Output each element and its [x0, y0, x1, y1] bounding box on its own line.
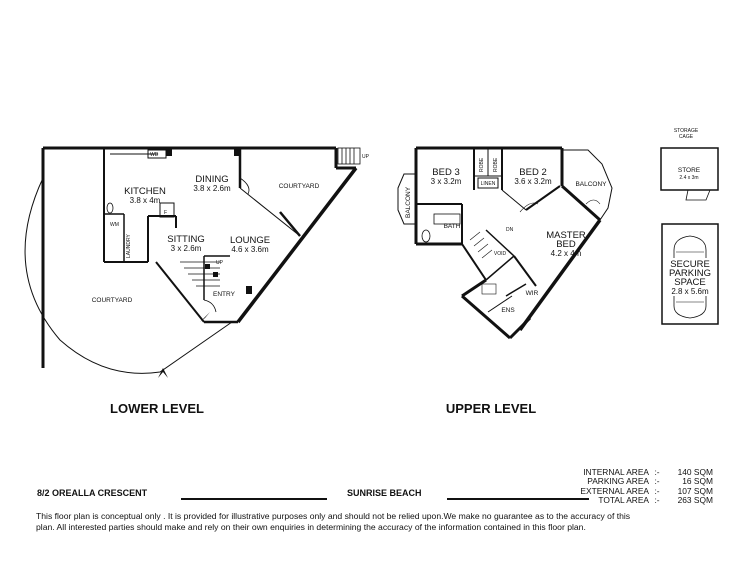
area-label: TOTAL AREA — [598, 495, 649, 506]
disclaimer-line-2: plan. All interested parties should make and rely on their own enquiries in determining the accuracy of the information contained in this floor plan. — [36, 522, 586, 532]
suburb-underline — [447, 498, 589, 500]
bed3-dims: 3 x 3.2m — [430, 177, 462, 186]
parking-label-1: SECURE — [670, 259, 710, 270]
stair-down-label: DN — [506, 227, 514, 233]
area-separator: :- — [654, 485, 660, 496]
wir-label: WIR — [525, 290, 539, 297]
disclaimer-line-1: This floor plan is conceptual only . It is provided for illustrative purposes only and should not be relied upon.We make no guarantee as to the accuracy of this — [36, 511, 631, 521]
robe1-label: ROBE — [479, 157, 485, 172]
area-separator: :- — [654, 495, 660, 506]
area-value: 140 SQM — [677, 467, 713, 477]
master-bed-dims: 4.2 x 4m — [550, 249, 582, 258]
dining-dims: 3.8 x 2.6m — [193, 184, 231, 193]
sitting-label: SITTING — [167, 234, 205, 245]
kitchen-dims: 3.8 x 4m — [129, 196, 161, 205]
fridge-label: F — [164, 210, 168, 216]
store-label: STORE — [677, 167, 701, 174]
storage-cage-plan — [661, 148, 718, 200]
lower-level-heading: LOWER LEVEL — [110, 401, 204, 416]
bath-label: BATH — [443, 223, 461, 230]
area-summary — [580, 468, 713, 506]
stair-up-label: UP — [216, 260, 223, 266]
address-underline — [181, 498, 327, 500]
master-bed-label: MASTER — [546, 230, 586, 241]
area-value: 107 SQM — [677, 485, 713, 496]
wm-label: WM — [110, 222, 119, 228]
master-bed-label-2: BED — [556, 239, 576, 250]
entry-label: ENTRY — [213, 291, 235, 298]
area-value: 16 SQM — [682, 476, 713, 487]
storage-caption-2: CAGE — [678, 134, 694, 140]
store-dims: 2.4 x 3m — [679, 175, 699, 181]
storage-caption-1: STORAGE — [673, 128, 699, 134]
area-label: PARKING AREA — [587, 476, 649, 487]
property-address: 8/2 OREALLA CRESCENT — [37, 488, 148, 498]
courtyard-right-label: COURTYARD — [278, 183, 320, 190]
courtyard-left-label: COURTYARD — [91, 297, 133, 304]
bed3-label: BED 3 — [432, 167, 460, 178]
parking-label-3: SPACE — [674, 277, 706, 288]
laundry-label: LAUNDRY — [126, 234, 132, 258]
wd-label: WD — [150, 152, 159, 158]
lounge-dims: 4.6 x 3.6m — [231, 245, 269, 254]
sitting-dims: 3 x 2.6m — [170, 244, 202, 253]
bed2-label: BED 2 — [519, 167, 547, 178]
parking-dims: 2.8 x 5.6m — [671, 287, 709, 296]
area-label: INTERNAL AREA — [583, 467, 649, 477]
property-suburb: SUNRISE BEACH — [347, 488, 422, 498]
exterior-stair-up-label: UP — [362, 154, 369, 160]
linen-label: LINEN — [480, 181, 496, 187]
void-label: VOID — [493, 251, 507, 257]
ens-label: ENS — [501, 307, 515, 314]
area-value: 263 SQM — [677, 495, 713, 506]
parking-label-2: PARKING — [668, 268, 712, 279]
bed2-dims: 3.6 x 3.2m — [514, 177, 552, 186]
area-separator: :- — [654, 476, 660, 487]
area-separator: :- — [654, 467, 660, 477]
area-label: EXTERNAL AREA — [580, 485, 649, 496]
balcony-right-label: BALCONY — [575, 181, 607, 188]
upper-level-heading: UPPER LEVEL — [445, 401, 537, 416]
dining-label: DINING — [195, 174, 229, 185]
balcony-left-label: BALCONY — [405, 186, 412, 218]
lounge-label: LOUNGE — [229, 235, 271, 246]
area-row-total — [580, 496, 713, 505]
kitchen-label: KITCHEN — [124, 186, 166, 197]
robe2-label: ROBE — [493, 157, 499, 172]
